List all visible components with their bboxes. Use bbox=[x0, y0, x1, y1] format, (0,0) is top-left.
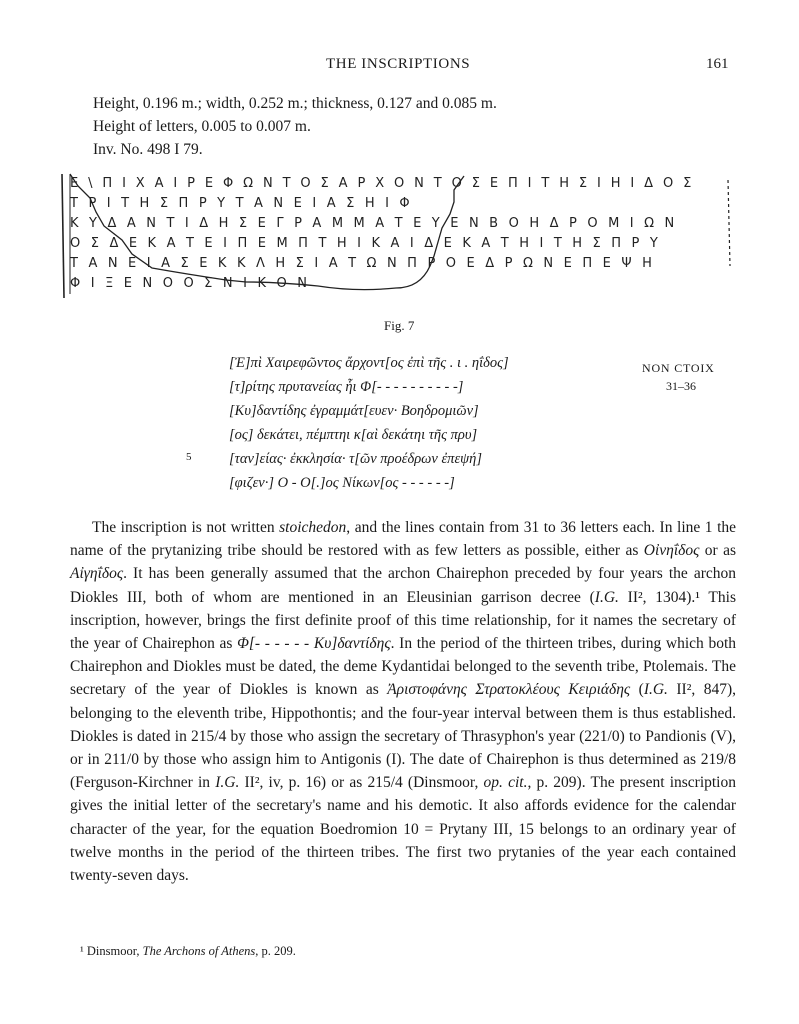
inventory-line: Inv. No. 498 I 79. bbox=[93, 141, 203, 158]
figure-caption: Fig. 7 bbox=[384, 318, 415, 333]
text-run: , p. 209). The present inscription gives the initial letter of the secretary's name and his demotic. It also affords evidence for the calendar character of the year, for the equation Boedromion 10 = Prytany III, 15 belongs to an ordinary year of twelve months in the period of the thirteen tribes. The first two prytanies of the year each contained twenty-seven days. bbox=[70, 774, 736, 885]
text-run: ( bbox=[630, 681, 644, 699]
text-run-italic: Αἰγηΐδος bbox=[70, 565, 124, 583]
transcription-line-4: [ος] δεκάτει, πέμπτηι κ[αὶ δεκάτηι τῆς πρυ] bbox=[229, 427, 478, 443]
inscription-row: ΦΙΞΕΝΟΟΣΝΙΚΟΝ bbox=[70, 276, 318, 291]
footnote-rest: , p. 209. bbox=[255, 944, 296, 958]
text-run: II², iv, p. 16) or as 215/4 (Dinsmoor, bbox=[239, 774, 484, 792]
footnote-title: The Archons of Athens bbox=[142, 944, 256, 958]
text-run-italic: I.G. bbox=[215, 774, 240, 792]
text-run-italic: Φ[- - - - - - Κυ]δαντίδης bbox=[237, 635, 391, 653]
letter-height-line: Height of letters, 0.005 to 0.007 m. bbox=[93, 118, 311, 135]
page-number: 161 bbox=[706, 56, 729, 72]
text-run: II², 847), belonging to the eleventh tribe, Hippothontis; and the four-year interval between them is thus established. Diokles is dated in 215/4 by those who assign the secretary of Thrasyphon's year (221/0) to Pandionis (V), or in 211/0 by those who assign him to Antigonis (I). The date of Chairephon is thus determined as 219/8 (Ferguson-Kirchner in bbox=[70, 681, 736, 792]
footnote-marker: ¹ Dinsmoor, bbox=[80, 944, 143, 958]
text-run: , and the lines contain from 31 to 36 letters each. In line 1 the name of the prytanizing tribe should be restored with as few letters as possible, either as bbox=[70, 519, 737, 560]
inscription-drawing bbox=[56, 170, 746, 302]
text-run-italic: op. cit. bbox=[483, 774, 528, 792]
text-run-italic: stoichedon bbox=[279, 519, 347, 536]
transcription-line-6: [φιζεν·] Ο - Ο[.]ος Νίκων[ος - - - - - -] bbox=[229, 475, 455, 491]
text-run: II², 1304).¹ This inscription, however, brings the first definite proof of this time relationship, for it names the secretary of the year of Chairephon as bbox=[70, 588, 736, 653]
text-run: . In the period of the thirteen tribes, during which both Chairephon and Diokles must be dated, the deme Kydantidai belonged to the seventh tribe, Ptolemais. The secretary of the year of Diokles is known as bbox=[70, 635, 736, 699]
paragraph bbox=[70, 516, 736, 887]
footnote bbox=[80, 944, 296, 959]
text-run: The inscription is not written bbox=[92, 519, 280, 536]
inscription-row: ΟΣΔΕΚΑΤΕΙΠΕΜΠΤΗΙΚΑΙΔΕΚΑΤΗΙΤΗΣΠΡΥ bbox=[70, 236, 669, 251]
text-run: . It has been generally assumed that the archon Chairephon preceded by four years the archon Diokles III, both of whom are mentioned in an Eleusinian garrison decree ( bbox=[70, 565, 736, 606]
transcription-line-5: [ταν]είας· ἐκκλησία· τ[ῶν προέδρων ἐπεψή] bbox=[229, 451, 483, 467]
transcription-line-3: [Κυ]δαντίδης ἐγραμμάτ[ευεν· Βοηδρομιῶν] bbox=[229, 403, 479, 419]
letter-count-range: 31–36 bbox=[666, 379, 696, 393]
non-stoichedon-label: NON CTOIX bbox=[642, 361, 715, 375]
text-run-italic: Οἰνηΐδος bbox=[643, 542, 700, 560]
inscription-row: ΤΑΝΕΙΑΣΕΚΚΛΗΣΙΑΤΩΝΠΡΟΕΔΡΩΝΕΠΕΨΗ bbox=[70, 256, 663, 271]
text-run-italic: I.G. bbox=[643, 681, 668, 699]
text-run: or as bbox=[699, 542, 736, 560]
line-number-marker: 5 bbox=[186, 451, 192, 463]
text-run-italic: I.G. bbox=[594, 588, 619, 606]
transcription-block bbox=[186, 355, 746, 505]
inscription-row: ΤΡΙΤΗΣΠΡΥΤΑΝΕΙΑΣΗΙΦ bbox=[70, 196, 421, 211]
dimensions-line: Height, 0.196 m.; width, 0.252 m.; thickness, 0.127 and 0.085 m. bbox=[93, 95, 497, 112]
body-text bbox=[70, 516, 736, 887]
running-title: THE INSCRIPTIONS bbox=[326, 56, 471, 72]
inscription-row: ΚΥΔΑΝΤΙΔΗΣΕΓΡΑΜΜΑΤΕΥΕΝΒΟΗΔΡΟΜΙΩΝ bbox=[70, 216, 685, 231]
text-run-italic: Ἀριστοφάνης Στρατοκλέους Κειριάδης bbox=[387, 681, 631, 699]
running-head bbox=[0, 56, 799, 80]
inscription-row: Ε\ΠΙΧΑΙΡΕΦΩΝΤΟΣΑΡΧΟΝΤΟΣΕΠΙΤΗΣΙΗΙΔΟΣ bbox=[70, 176, 702, 191]
transcription-line-1: [Ἐ]πὶ Χαιρεφῶντος ἄρχοντ[ος ἐπὶ τῆς . ι . ηΐδος] bbox=[229, 355, 509, 371]
transcription-line-2: [τ]ρίτης πρυτανείας ἧι Φ[- - - - - - - - - -] bbox=[229, 379, 464, 395]
break-line bbox=[70, 174, 464, 290]
